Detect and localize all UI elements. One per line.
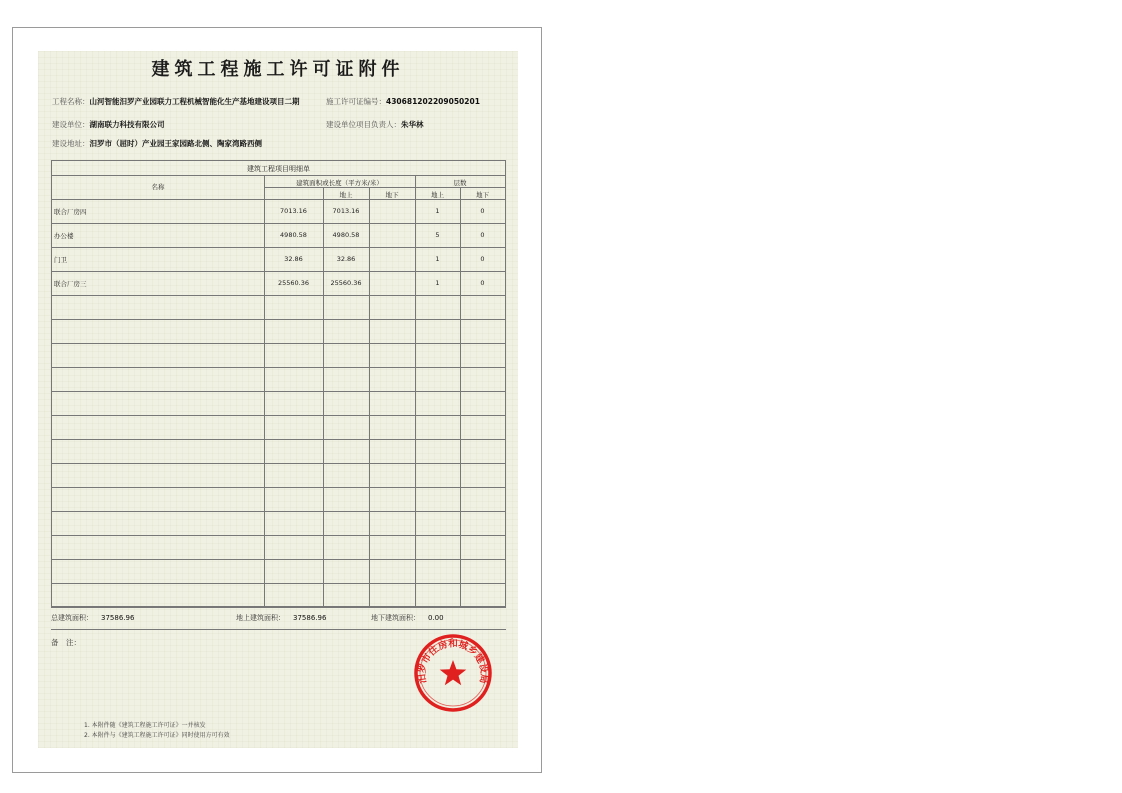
builder-label: 建设单位： [52,120,90,129]
table-row-line [52,391,505,392]
header-area-above: 地上 [339,191,353,199]
total-area [51,613,134,623]
row-floors-above: 1 [435,207,440,215]
table-row-line [52,271,505,272]
table-row-line [52,511,505,512]
project-detail-table [51,160,506,607]
row-floors-below: 0 [480,279,485,287]
total-area-value: 37586.96 [101,614,135,622]
star-icon [440,660,467,685]
table-caption: 建筑工程项目明细单 [247,165,310,173]
header-floors-above: 地上 [431,191,444,199]
notes-top-rule [51,629,506,630]
permit-no-label: 施工许可证编号： [326,97,386,106]
row-floors-above: 1 [435,279,440,287]
row-name: 联合厂房四 [54,208,87,216]
permit-no-row [326,96,480,107]
header-floors: 层数 [453,179,467,187]
row-floors-below: 0 [480,255,485,263]
header-name: 名称 [151,183,165,191]
builder-value: 湖南联力科技有限公司 [89,120,165,129]
row-area-above: 32.86 [336,255,356,263]
row-area: 7013.16 [280,207,307,215]
totals-top-rule [51,607,506,608]
manager-label: 建设单位项目负责人： [326,120,401,129]
manager-value: 朱华林 [401,120,424,129]
project-name-row [52,96,300,107]
above-area-label: 地上建筑面积： [236,614,285,622]
header-area-below: 地下 [385,191,399,199]
footnote-1: 1. 本附件随《建筑工程施工许可证》一并核发 [84,722,206,729]
manager-row [326,119,424,130]
row-area-above: 4980.58 [332,231,360,239]
table-row-line [52,415,505,416]
table-row-line [52,559,505,560]
notes-label: 备 注： [51,638,81,647]
table-row-line [52,487,505,488]
document-title: 建筑工程施工许可证附件 [151,59,405,80]
row-floors-above: 5 [435,231,440,239]
header-floors-below: 地下 [476,191,489,199]
official-seal [413,633,493,713]
seal-text: 汨罗市住房和城乡建设局 [416,638,490,685]
header-area: 建筑面积或长度（平方米/米） [296,179,383,187]
row-area: 32.86 [284,255,303,263]
address-row [52,138,262,149]
row-area-above: 7013.16 [332,207,360,215]
permit-attachment-sheet [38,51,518,748]
project-name-label: 工程名称： [52,97,90,106]
below-area-value: 0.00 [428,614,444,622]
address-label: 建设地址： [52,139,90,148]
table-row-line [52,367,505,368]
table-row-line [52,295,505,296]
row-floors-above: 1 [435,255,440,263]
row-area: 25560.36 [277,279,309,287]
row-name: 联合厂房三 [54,280,87,288]
project-name-value: 山河智能汨罗产业园联力工程机械智能化生产基地建设项目二期 [89,97,300,106]
row-name: 门卫 [54,256,67,264]
table-row-line [52,535,505,536]
table-row-line [52,247,505,248]
below-area [371,613,444,623]
above-area-value: 37586.96 [293,614,327,622]
table-row-line [52,343,505,344]
table-row-line [52,583,505,584]
address-value: 汨罗市（屈时）产业园王家园路北侧、陶家湾路西侧 [89,139,262,148]
builder-row [52,119,165,130]
table-row-line [52,319,505,320]
total-area-label: 总建筑面积： [51,614,93,622]
below-area-label: 地下建筑面积： [371,614,420,622]
row-area-above: 25560.36 [330,279,362,287]
permit-no-value: 430681202209050201 [386,97,480,106]
row-floors-below: 0 [480,231,485,239]
row-floors-below: 0 [480,207,485,215]
table-row-line [52,463,505,464]
row-area: 4980.58 [280,231,307,239]
above-area [236,613,326,623]
table-row-line [52,223,505,224]
table-row-line [52,439,505,440]
footnote-2: 2. 本附件与《建筑工程施工许可证》同时使用方可有效 [84,732,230,739]
row-name: 办公楼 [54,232,74,240]
